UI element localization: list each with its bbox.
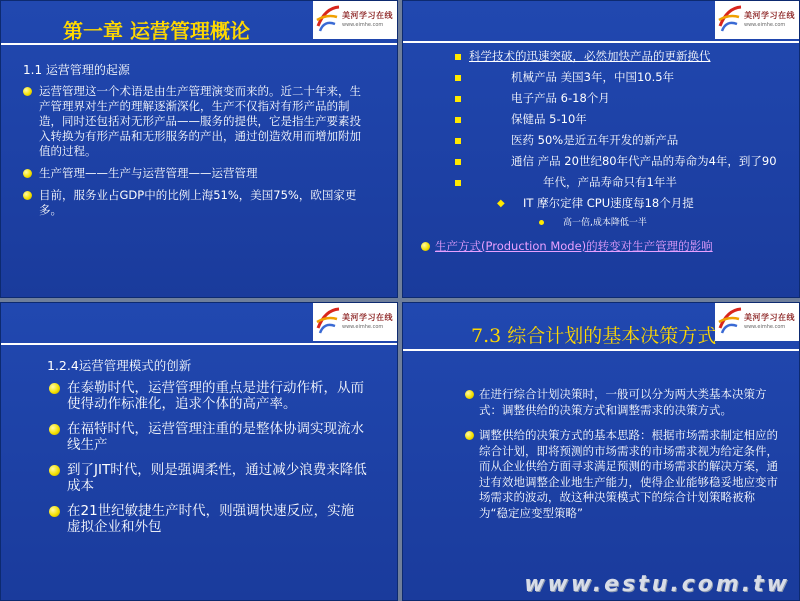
divider xyxy=(403,349,799,351)
list-item: ◆ IT 摩尔定律 CPU速度每18个月提 xyxy=(497,196,694,210)
logo xyxy=(313,303,397,341)
slide-1 xyxy=(0,0,398,298)
logo xyxy=(715,1,799,39)
list-item: 年代，产品寿命只有1年半 xyxy=(453,175,793,190)
list-item: 科学技术的迅速突破，必然加快产品的更新换代 xyxy=(453,49,793,64)
bullet-icon xyxy=(465,431,474,440)
diamond-bullet-icon: ◆ xyxy=(497,198,505,209)
list-item: 目前，服务业占GDP中的比例上海51%，美国75%，欧国家更多。 xyxy=(21,188,369,218)
bullet-icon xyxy=(455,180,461,186)
list-item: 生产管理——生产与运营管理——运营管理 xyxy=(21,166,369,181)
divider xyxy=(1,343,397,345)
logo-swirl-icon xyxy=(315,306,341,336)
bullet-icon xyxy=(455,96,461,102)
slide-2 xyxy=(402,0,800,298)
divider xyxy=(1,43,397,45)
logo-text: 美河学习在线 xyxy=(342,11,393,20)
list-item: 在泰勒时代，运营管理的重点是进行动作析，从而使得动作标准化，追求个体的高产率。 xyxy=(47,380,367,412)
logo xyxy=(715,303,799,341)
bullet-icon xyxy=(539,220,544,225)
logo-url: www.eimhe.com xyxy=(342,324,384,330)
logo-text: 美河学习在线 xyxy=(342,313,393,322)
logo-url: www.eimhe.com xyxy=(744,22,786,28)
watermark: www.estu.com.tw xyxy=(524,572,790,597)
content-list xyxy=(435,49,793,254)
list-item: 保健品 5-10年 xyxy=(453,112,793,127)
logo-text: 美河学习在线 xyxy=(744,313,795,322)
bullet-icon xyxy=(455,75,461,81)
slide-title: 7.3 综合计划的基本决策方式 xyxy=(471,325,717,347)
slide-4 xyxy=(402,302,800,601)
bullet-icon xyxy=(455,159,461,165)
bullet-icon xyxy=(23,191,32,200)
list-item: 在福特时代，运营管理注重的是整体协调实现流水线生产 xyxy=(47,421,367,453)
list-item: 高一倍,成本降低一半 xyxy=(453,216,793,231)
list-item: 在进行综合计划决策时，一般可以分为两大类基本决策方式：调整供给的决策方式和调整需求的决策方式。 xyxy=(463,387,783,418)
list-item: 生产方式(Production Mode)的转变对生产管理的影响 xyxy=(421,239,793,254)
bullet-icon xyxy=(49,424,60,435)
bullet-icon xyxy=(49,465,60,476)
bullet-list xyxy=(463,387,783,531)
bullet-list xyxy=(21,84,369,225)
list-item: 电子产品 6-18个月 xyxy=(453,91,793,106)
divider xyxy=(403,41,799,43)
logo-text: 美河学习在线 xyxy=(744,11,795,20)
bullet-icon xyxy=(455,138,461,144)
bullet-icon xyxy=(23,169,32,178)
logo-swirl-icon xyxy=(717,4,743,34)
section-heading: 1.1 运营管理的起源 xyxy=(23,63,130,77)
section-heading: 1.2.4运营管理模式的创新 xyxy=(47,358,192,373)
bullet-icon xyxy=(421,242,430,251)
bullet-icon xyxy=(49,506,60,517)
list-item: 在21世纪敏捷生产时代，则强调快速反应，实施虚拟企业和外包 xyxy=(47,503,367,535)
bullet-icon xyxy=(23,87,32,96)
slide-title: 第一章 运营管理概论 xyxy=(63,19,250,43)
bullet-list xyxy=(47,380,367,544)
slide-3 xyxy=(0,302,398,601)
bullet-icon xyxy=(49,383,60,394)
bullet-icon xyxy=(455,117,461,123)
logo-swirl-icon xyxy=(717,306,743,336)
logo xyxy=(313,1,397,39)
list-item: 医药 50%是近五年开发的新产品 xyxy=(453,133,793,148)
bullet-icon xyxy=(465,390,474,399)
list-item: 运营管理这一个术语是由生产管理演变而来的。近二十年来，生产管理界对生产的理解逐渐深化，生产不仅指对有形产品的制造，同时还包括对无形产品——服务的提供，它是指生产要素投入转换为有形产品和无形服务的产出，通过创造效用而增加附加值的过程。 xyxy=(21,84,369,159)
logo-swirl-icon xyxy=(315,4,341,34)
list-item: 机械产品 美国3年，中国10.5年 xyxy=(453,70,793,85)
list-item: 到了JIT时代，则是强调柔性，通过减少浪费来降低成本 xyxy=(47,462,367,494)
logo-url: www.eimhe.com xyxy=(342,22,384,28)
bullet-icon xyxy=(455,54,461,60)
list-item: 通信 产品 20世纪80年代产品的寿命为4年，到了90 xyxy=(453,154,793,169)
logo-url: www.eimhe.com xyxy=(744,324,786,330)
list-item: 调整供给的决策方式的基本思路：根据市场需求制定相应的综合计划，即将预测的市场需求的市场需求视为给定条件，而从企业供给方面寻求满足预测的市场需求的解决方案，通过有效地调整企业地生产能力，使得企业能够稳妥地应变市场需求的波动，故这种决策模式下的综合计划策略被称为“稳定应变型策略” xyxy=(463,428,783,521)
